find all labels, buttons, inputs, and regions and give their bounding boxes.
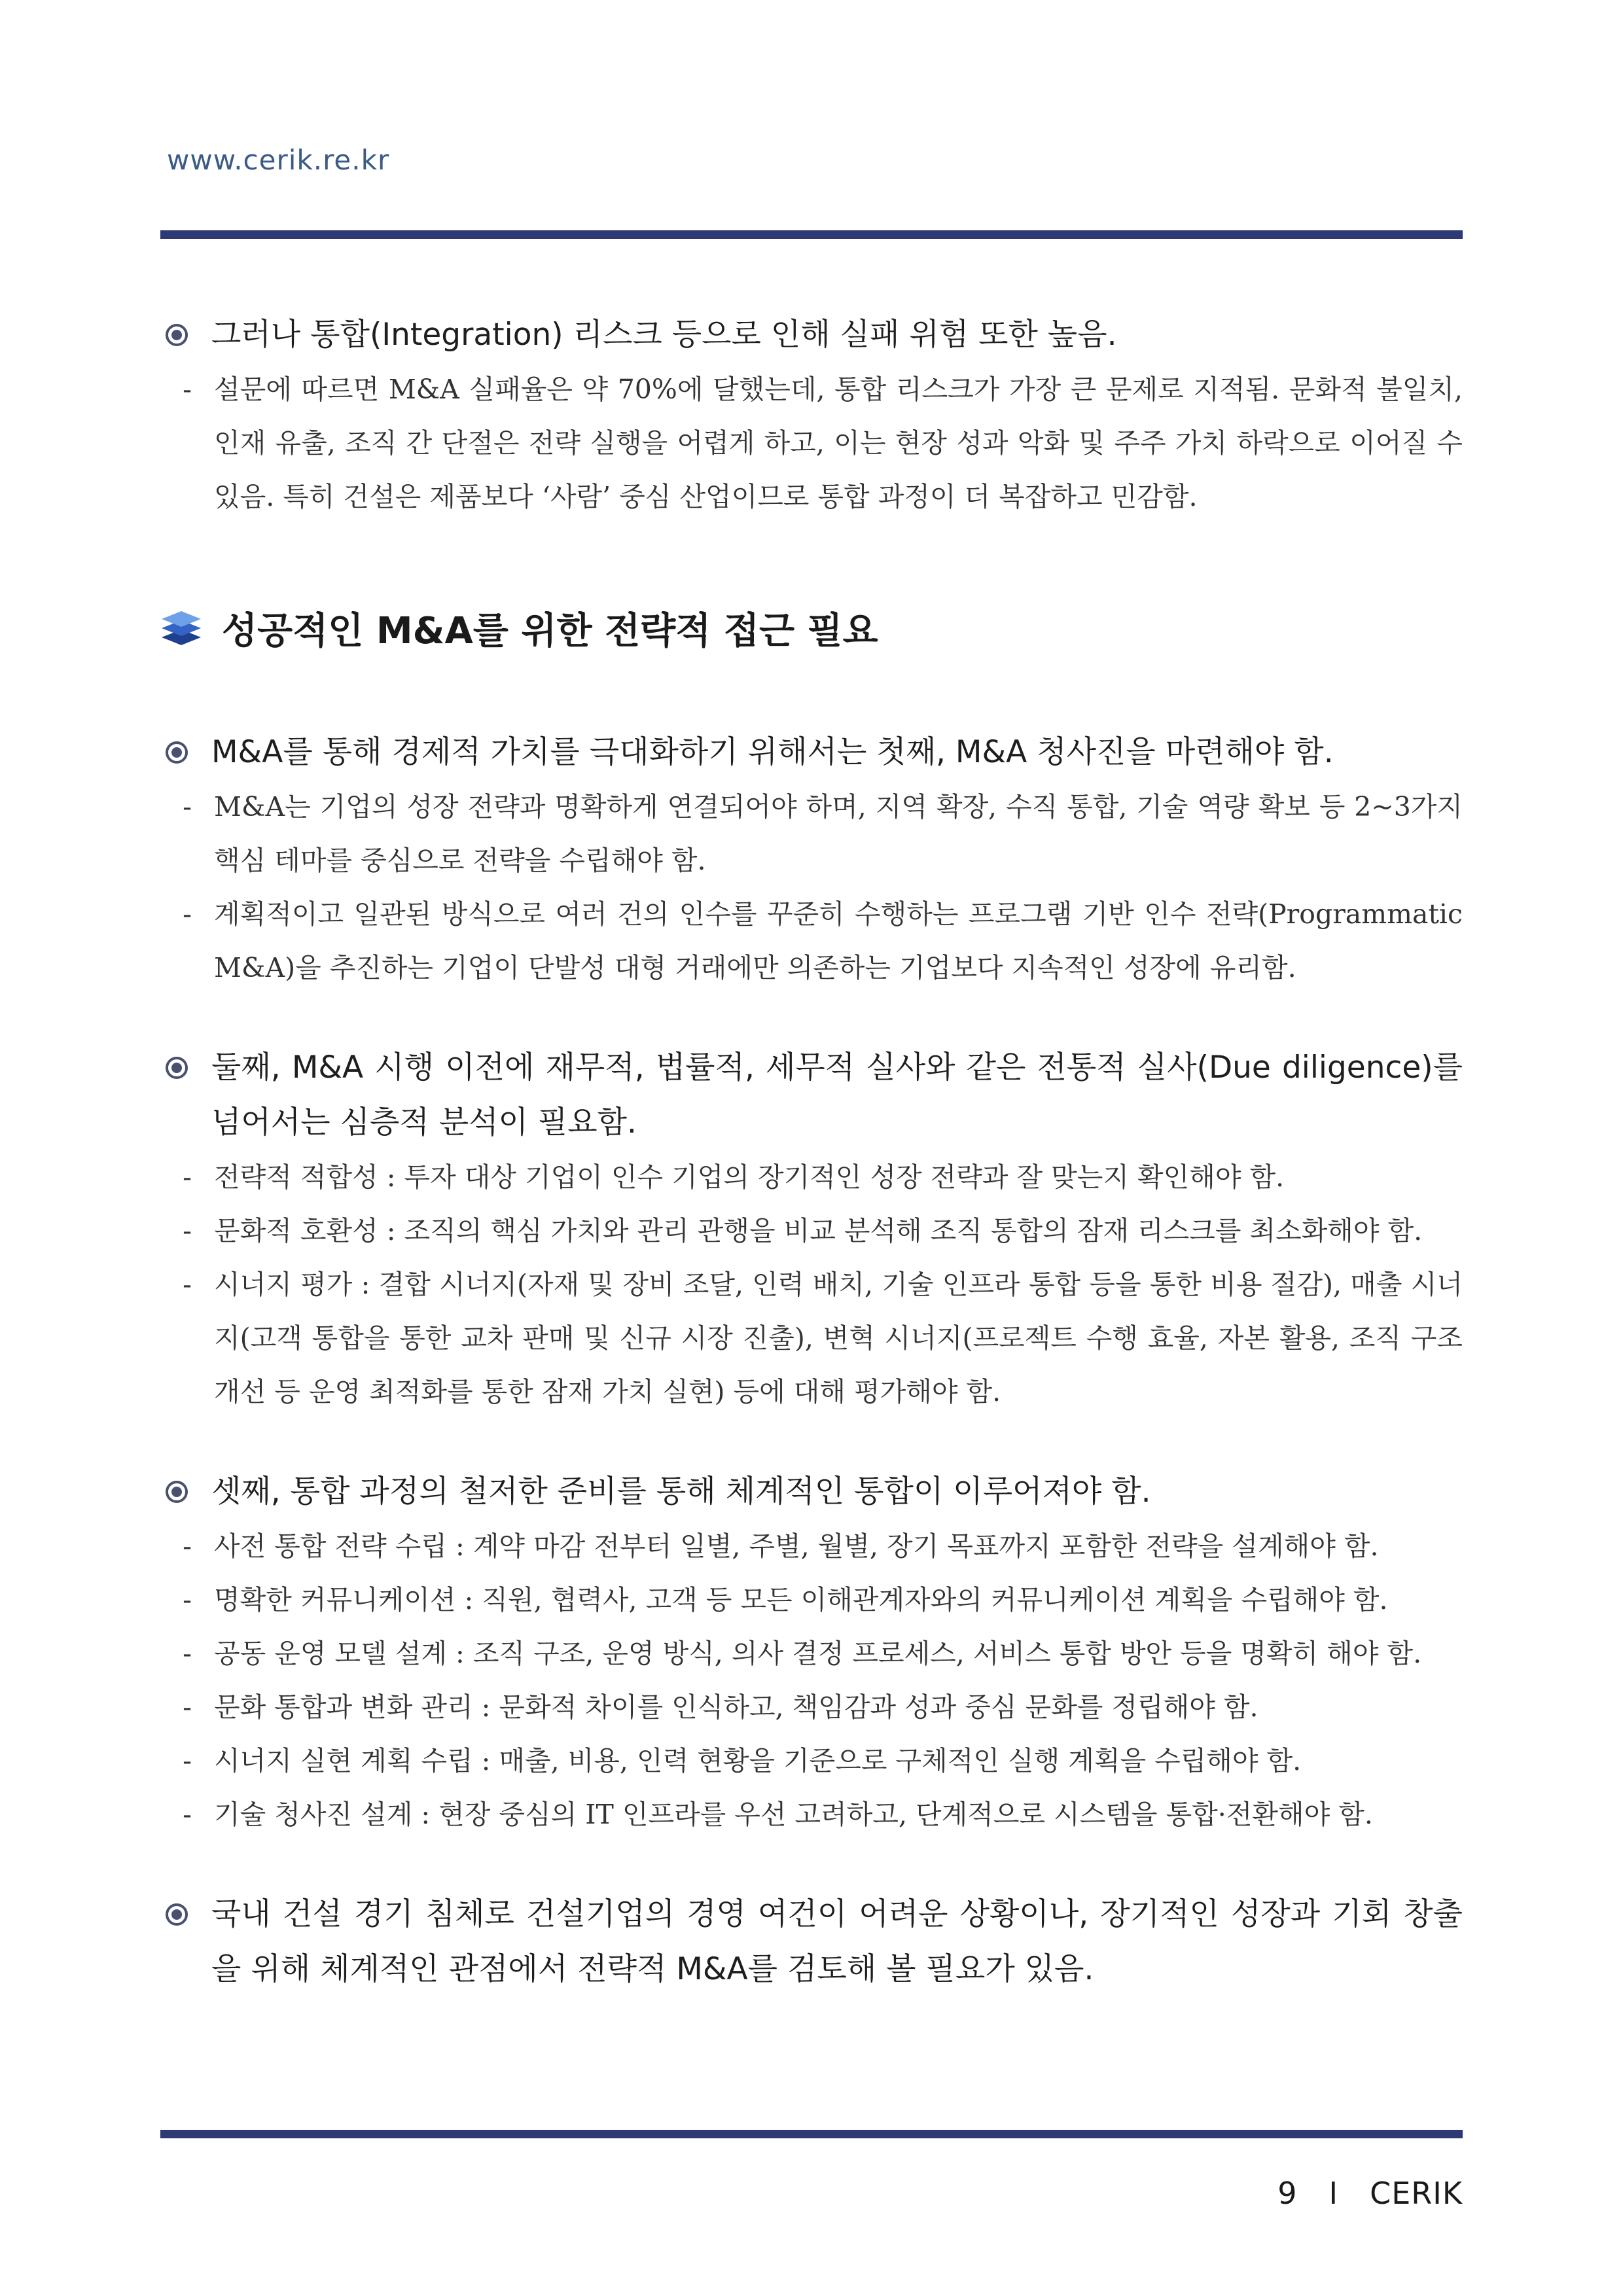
- footer-separator: I: [1329, 2176, 1339, 2211]
- circle-bullet-icon: [166, 1903, 188, 1926]
- bullet-item: [160, 725, 1463, 780]
- sub-item: [160, 1258, 1463, 1419]
- stacked-layers-icon: [160, 607, 202, 649]
- circle-bullet-icon: [166, 1057, 188, 1079]
- bullet-text: M&A를 통해 경제적 가치를 극대화하기 위해서는 첫째, M&A 청사진을 마련해야 함.: [211, 734, 1334, 770]
- page-number: 9: [1277, 2176, 1298, 2211]
- header-divider: [160, 230, 1463, 239]
- sub-text: 공동 운영 모델 설계 : 조직 구조, 운영 방식, 의사 결정 프로세스, 서비스 통합 방안 등을 명확히 해야 함.: [214, 1638, 1422, 1669]
- sub-item: [160, 1734, 1463, 1788]
- sub-item: [160, 780, 1463, 887]
- sub-item: [160, 1627, 1463, 1680]
- bullet-text: 그러나 통합(Integration) 리스크 등으로 인해 실패 위험 또한 높음.: [211, 317, 1117, 353]
- dash-icon: -: [183, 1638, 192, 1669]
- bullet-group-3: [160, 1464, 1463, 1841]
- sub-item: [160, 1150, 1463, 1204]
- bullet-item: [160, 1887, 1463, 1997]
- sub-item: [160, 1573, 1463, 1627]
- sub-text: 설문에 따르면 M&A 실패율은 약 70%에 달했는데, 통합 리스크가 가장 큰 문제로 지적됨. 문화적 불일치, 인재 유출, 조직 간 단절은 전략 실행을 어렵게 하고, 이는 현장 성과 악화 및 주주 가치 하락으로 이어질 수 있음. 특히 건설은 제품보다 ‘사람’ 중심 산업이므로 통합 과정이 더 복잡하고 민감함.: [214, 374, 1463, 512]
- sub-item: [160, 1680, 1463, 1734]
- dash-icon: -: [183, 1799, 192, 1830]
- site-url[interactable]: www.cerik.re.kr: [167, 144, 390, 176]
- dash-icon: -: [183, 1584, 192, 1616]
- sub-text: 문화 통합과 변화 관리 : 문화적 차이를 인식하고, 책임감과 성과 중심 문화를 정립해야 함.: [214, 1691, 1258, 1723]
- bullet-text: 둘째, M&A 시행 이전에 재무적, 법률적, 세무적 실사와 같은 전통적 실사(Due diligence)를 넘어서는 심층적 분석이 필요함.: [211, 1050, 1463, 1140]
- bullet-text: 국내 건설 경기 침체로 건설기업의 경영 여건이 어려운 상황이나, 장기적인 성장과 기회 창출을 위해 체계적인 관점에서 전략적 M&A를 검토해 볼 필요가 있음.: [211, 1896, 1463, 1987]
- circle-bullet-icon: [166, 741, 188, 764]
- dash-icon: -: [183, 1269, 192, 1300]
- sub-text: 전략적 적합성 : 투자 대상 기업이 인수 기업의 장기적인 성장 전략과 잘 맞는지 확인해야 함.: [214, 1161, 1285, 1193]
- bullet-item: [160, 308, 1463, 362]
- dash-icon: -: [183, 1161, 192, 1193]
- section-heading: [160, 602, 1463, 654]
- sub-text: 시너지 평가 : 결합 시너지(자재 및 장비 조달, 인력 배치, 기술 인프라 통합 등을 통한 비용 절감), 매출 시너지(고객 통합을 통한 교차 판매 및 신규 시장 진출), 변혁 시너지(프로젝트 수행 효율, 자본 활용, 조직 구조 개선 등 운영 최적화를 통한 잠재 가치 실현) 등에 대해 평가해야 함.: [214, 1269, 1463, 1407]
- footer-brand: CERIK: [1370, 2176, 1463, 2211]
- sub-text: 계획적이고 일관된 방식으로 여러 건의 인수를 꾸준히 수행하는 프로그램 기반 인수 전략(Programmatic M&A)을 추진하는 기업이 단발성 대형 거래에만 의존하는 기업보다 지속적인 성장에 유리함.: [214, 898, 1463, 983]
- bullet-item: [160, 1040, 1463, 1150]
- dash-icon: -: [183, 374, 192, 405]
- page-footer: [1277, 2176, 1463, 2211]
- dash-icon: -: [183, 1691, 192, 1723]
- sub-item: [160, 1204, 1463, 1258]
- sub-text: 사전 통합 전략 수립 : 계약 마감 전부터 일별, 주별, 월별, 장기 목표까지 포함한 전략을 설계해야 함.: [214, 1530, 1379, 1562]
- circle-bullet-icon: [166, 1481, 188, 1503]
- sub-text: 시너지 실현 계획 수립 : 매출, 비용, 인력 현황을 기준으로 구체적인 실행 계획을 수립해야 함.: [214, 1745, 1302, 1776]
- dash-icon: -: [183, 898, 192, 930]
- circle-bullet-icon: [166, 324, 188, 346]
- dash-icon: -: [183, 1745, 192, 1776]
- sub-text: M&A는 기업의 성장 전략과 명확하게 연결되어야 하며, 지역 확장, 수직 통합, 기술 역량 확보 등 2~3가지 핵심 테마를 중심으로 전략을 수립해야 함.: [214, 791, 1463, 876]
- sub-item: [160, 1788, 1463, 1841]
- dash-icon: -: [183, 1530, 192, 1562]
- bullet-group-1: [160, 725, 1463, 995]
- dash-icon: -: [183, 1215, 192, 1246]
- sub-item: [160, 887, 1463, 995]
- bullet-item: [160, 1464, 1463, 1519]
- sub-item: [160, 1519, 1463, 1573]
- sub-text: 명확한 커뮤니케이션 : 직원, 협력사, 고객 등 모든 이해관계자와의 커뮤니케이션 계획을 수립해야 함.: [214, 1584, 1388, 1616]
- bullet-group-2: [160, 1040, 1463, 1419]
- footer-divider: [160, 2130, 1463, 2138]
- sub-text: 문화적 호환성 : 조직의 핵심 가치와 관리 관행을 비교 분석해 조직 통합의 잠재 리스크를 최소화해야 함.: [214, 1215, 1423, 1246]
- sub-item: [160, 362, 1463, 523]
- section-title: 성공적인 M&A를 위한 전략적 접근 필요: [222, 610, 878, 652]
- bullet-group-4: [160, 1887, 1463, 1997]
- dash-icon: -: [183, 791, 192, 822]
- intro-group: [160, 308, 1463, 523]
- page-content: [160, 308, 1463, 1997]
- bullet-text: 셋째, 통합 과정의 철저한 준비를 통해 체계적인 통합이 이루어져야 함.: [211, 1474, 1151, 1510]
- sub-text: 기술 청사진 설계 : 현장 중심의 IT 인프라를 우선 고려하고, 단계적으로 시스템을 통합·전환해야 함.: [214, 1799, 1373, 1830]
